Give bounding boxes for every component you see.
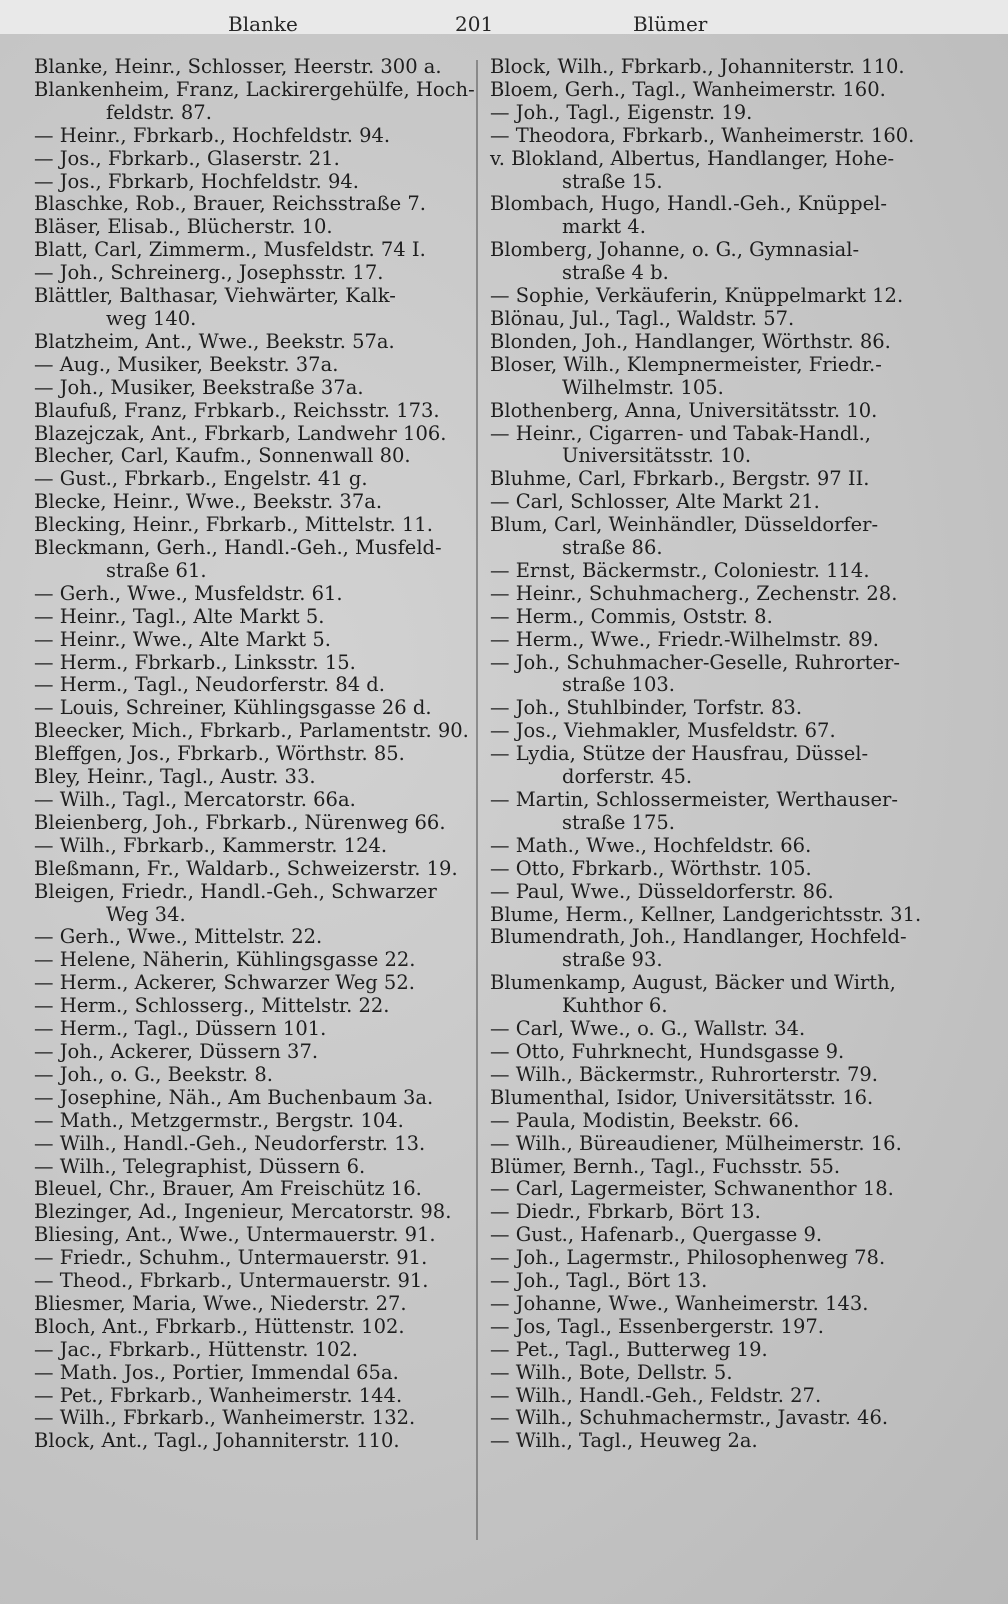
directory-entry: Blonden, Joh., Handlanger, Wörthstr. 86.: [490, 329, 891, 353]
directory-entry: Blombach, Hugo, Handl.-Geh., Knüppel-: [490, 192, 887, 216]
directory-entry: — Aug., Musiker, Beekstr. 37a.: [34, 352, 339, 376]
directory-entry: Blümer, Bernh., Tagl., Fuchsstr. 55.: [490, 1154, 841, 1178]
directory-entry: — Jos., Fbrkarb., Glaserstr. 21.: [34, 146, 340, 170]
directory-entry: Bluhme, Carl, Fbrkarb., Bergstr. 97 II.: [490, 467, 870, 491]
directory-entry: — Theod., Fbrkarb., Untermauerstr. 91.: [34, 1269, 429, 1293]
directory-entry: Blumenthal, Isidor, Universitätsstr. 16.: [490, 1085, 874, 1109]
directory-entry: — Pet., Fbrkarb., Wanheimerstr. 144.: [34, 1383, 403, 1407]
directory-entry: Block, Ant., Tagl., Johanniterstr. 110.: [34, 1429, 400, 1453]
directory-entry: — Wilh., Büreaudiener, Mülheimerstr. 16.: [490, 1131, 902, 1155]
directory-entry: Bloch, Ant., Fbrkarb., Hüttenstr. 102.: [34, 1314, 405, 1338]
directory-entry: — Heinr., Fbrkarb., Hochfeldstr. 94.: [34, 123, 391, 147]
directory-entry: — Jos, Tagl., Essenbergerstr. 197.: [490, 1314, 824, 1338]
directory-entry: v. Blokland, Albertus, Handlanger, Hohe-: [490, 146, 895, 170]
directory-entry: — Joh., Tagl., Eigenstr. 19.: [490, 100, 753, 124]
running-head-right: Blümer: [633, 12, 708, 36]
directory-entry: — Jac., Fbrkarb., Hüttenstr. 102.: [34, 1337, 359, 1361]
directory-entry: — Ernst, Bäckermstr., Coloniestr. 114.: [490, 558, 870, 582]
directory-entry: — Joh., Schuhmacher-Geselle, Ruhrorter-: [490, 650, 900, 674]
directory-entry: Blum, Carl, Weinhändler, Düsseldorfer-: [490, 513, 879, 537]
directory-entry: — Heinr., Wwe., Alte Markt 5.: [34, 627, 331, 651]
page-number: 201: [455, 12, 494, 36]
directory-entry: — Joh., o. G., Beekstr. 8.: [34, 1062, 273, 1086]
directory-entry: — Herm., Commis, Oststr. 8.: [490, 604, 773, 628]
directory-entry: Bleigen, Friedr., Handl.-Geh., Schwarzer: [34, 879, 437, 903]
page-header: [0, 12, 1008, 44]
entry-continuation: straße 175.: [562, 810, 675, 834]
directory-entry: Bläser, Elisab., Blücherstr. 10.: [34, 215, 333, 239]
directory-entry: Blankenheim, Franz, Lackirergehülfe, Hoch-: [34, 77, 475, 101]
entry-continuation: straße 15.: [562, 169, 663, 193]
directory-entry: Bloem, Gerh., Tagl., Wanheimerstr. 160.: [490, 77, 886, 101]
entry-continuation: straße 61.: [106, 558, 207, 582]
directory-entry: — Herm., Ackerer, Schwarzer Weg 52.: [34, 971, 415, 995]
directory-entry: — Jos., Fbrkarb, Hochfeldstr. 94.: [34, 169, 359, 193]
directory-entry: — Wilh., Handl.-Geh., Feldstr. 27.: [490, 1383, 822, 1407]
directory-entry: — Gust., Hafenarb., Quergasse 9.: [490, 1223, 823, 1247]
entry-continuation: Kuhthor 6.: [562, 994, 668, 1018]
entry-continuation: straße 103.: [562, 673, 675, 697]
directory-entry: — Math., Metzgermstr., Bergstr. 104.: [34, 1108, 404, 1132]
directory-entry: — Theodora, Fbrkarb., Wanheimerstr. 160.: [490, 123, 915, 147]
directory-entry: — Diedr., Fbrkarb, Bört 13.: [490, 1200, 761, 1224]
directory-entry: Blezinger, Ad., Ingenieur, Mercatorstr. 98.: [34, 1200, 452, 1224]
entry-continuation: markt 4.: [562, 215, 646, 239]
directory-entry: — Josephine, Näh., Am Buchenbaum 3a.: [34, 1085, 434, 1109]
directory-entry: Blanke, Heinr., Schlosser, Heerstr. 300 a.: [34, 55, 442, 78]
directory-entry: Blume, Herm., Kellner, Landgerichtsstr. 31.: [490, 902, 922, 926]
directory-entry: Blecher, Carl, Kaufm., Sonnenwall 80.: [34, 444, 411, 468]
directory-entry: — Wilh., Bote, Dellstr. 5.: [490, 1360, 733, 1384]
directory-entry: Blothenberg, Anna, Universitätsstr. 10.: [490, 398, 878, 422]
directory-entry: — Herm., Wwe., Friedr.-Wilhelmstr. 89.: [490, 627, 879, 651]
directory-entry: — Helene, Näherin, Kühlingsgasse 22.: [34, 948, 416, 972]
directory-entry: Bleecker, Mich., Fbrkarb., Parlamentstr. 90.: [34, 719, 469, 743]
directory-entry: Bley, Heinr., Tagl., Austr. 33.: [34, 765, 316, 789]
directory-entry: — Jos., Viehmakler, Musfeldstr. 67.: [490, 719, 836, 743]
directory-entry: — Wilh., Bäckermstr., Ruhrorterstr. 79.: [490, 1062, 879, 1086]
directory-entry: — Gerh., Wwe., Musfeldstr. 61.: [34, 581, 343, 605]
directory-entry: Block, Wilh., Fbrkarb., Johanniterstr. 110.: [490, 55, 905, 78]
directory-entry: — Wilh., Tagl., Heuweg 2a.: [490, 1429, 758, 1453]
directory-entry: Bloser, Wilh., Klempnermeister, Friedr.-: [490, 352, 882, 376]
directory-entry: Bleuel, Chr., Brauer, Am Freischütz 16.: [34, 1177, 422, 1201]
directory-entry: Bleßmann, Fr., Waldarb., Schweizerstr. 19.: [34, 856, 458, 880]
running-head-left: Blanke: [228, 12, 298, 36]
directory-entry: — Heinr., Cigarren- und Tabak-Handl.,: [490, 421, 872, 445]
entry-continuation: Weg 34.: [106, 902, 186, 926]
directory-entry: Blaufuß, Franz, Frbkarb., Reichsstr. 173.: [34, 398, 440, 422]
directory-entry: — Joh., Musiker, Beekstraße 37a.: [34, 375, 364, 399]
directory-entry: Bleienberg, Joh., Fbrkarb., Nürenweg 66.: [34, 810, 446, 834]
directory-entry: — Wilh., Fbrkarb., Kammerstr. 124.: [34, 833, 388, 857]
directory-entry: Blomberg, Johanne, o. G., Gymnasial-: [490, 238, 860, 262]
directory-entry: Blumenkamp, August, Bäcker und Wirth,: [490, 971, 896, 995]
entry-continuation: dorferstr. 45.: [562, 765, 693, 789]
directory-entry: — Herm., Fbrkarb., Linksstr. 15.: [34, 650, 356, 674]
directory-entry: — Herm., Tagl., Düssern 101.: [34, 1017, 327, 1041]
entry-continuation: straße 93.: [562, 948, 663, 972]
directory-entry: — Wilh., Telegraphist, Düssern 6.: [34, 1154, 366, 1178]
directory-entry: Blättler, Balthasar, Viehwärter, Kalk-: [34, 284, 396, 308]
directory-entry: — Joh., Schreinerg., Josephsstr. 17.: [34, 261, 384, 285]
directory-entry: — Johanne, Wwe., Wanheimerstr. 143.: [490, 1291, 869, 1315]
directory-entry: — Carl, Lagermeister, Schwanenthor 18.: [490, 1177, 894, 1201]
directory-entry: — Wilh., Tagl., Mercatorstr. 66a.: [34, 788, 356, 811]
directory-entry: — Math. Jos., Portier, Immendal 65a.: [34, 1360, 399, 1384]
entry-continuation: weg 140.: [106, 306, 197, 330]
directory-entry: Blatt, Carl, Zimmerm., Musfeldstr. 74 I.: [34, 238, 426, 262]
directory-entry: Blaschke, Rob., Brauer, Reichsstraße 7.: [34, 192, 426, 216]
directory-entry: — Joh., Tagl., Bört 13.: [490, 1269, 708, 1293]
directory-entry: — Wilh., Schuhmachermstr., Javastr. 46.: [490, 1406, 889, 1430]
directory-entry: Bleckmann, Gerh., Handl.-Geh., Musfeld-: [34, 536, 442, 560]
left-column: [34, 55, 475, 1453]
directory-entry: Blecke, Heinr., Wwe., Beekstr. 37a.: [34, 490, 383, 514]
directory-entry: — Wilh., Handl.-Geh., Neudorferstr. 13.: [34, 1131, 426, 1155]
entry-continuation: straße 86.: [562, 536, 663, 560]
directory-entry: — Heinr., Schuhmacherg., Zechenstr. 28.: [490, 581, 898, 605]
directory-entry: — Math., Wwe., Hochfeldstr. 66.: [490, 833, 812, 857]
directory-entry: — Gerh., Wwe., Mittelstr. 22.: [34, 925, 323, 949]
entry-continuation: straße 4 b.: [562, 261, 669, 285]
directory-entry: — Carl, Wwe., o. G., Wallstr. 34.: [490, 1017, 806, 1041]
directory-entry: Blumendrath, Joh., Handlanger, Hochfeld-: [490, 925, 907, 949]
entry-continuation: Universitätsstr. 10.: [562, 444, 752, 468]
directory-entry: Blazejczak, Ant., Fbrkarb, Landwehr 106.: [34, 421, 447, 445]
directory-entry: — Lydia, Stütze der Hausfrau, Düssel-: [490, 742, 869, 766]
directory-entry: — Paula, Modistin, Beekstr. 66.: [490, 1108, 800, 1132]
directory-entry: Bleffgen, Jos., Fbrkarb., Wörthstr. 85.: [34, 742, 405, 766]
directory-entry: — Herm., Schlosserg., Mittelstr. 22.: [34, 994, 390, 1018]
directory-entry: — Heinr., Tagl., Alte Markt 5.: [34, 604, 325, 628]
directory-entry: — Gust., Fbrkarb., Engelstr. 41 g.: [34, 467, 368, 491]
entry-continuation: Wilhelmstr. 105.: [562, 375, 724, 399]
directory-entry: — Paul, Wwe., Düsseldorferstr. 86.: [490, 879, 834, 903]
directory-entry: — Joh., Ackerer, Düssern 37.: [34, 1039, 319, 1063]
column-divider: [476, 60, 478, 1540]
directory-entry: Blatzheim, Ant., Wwe., Beekstr. 57a.: [34, 329, 395, 353]
directory-entry: Blönau, Jul., Tagl., Waldstr. 57.: [490, 306, 795, 330]
right-column: [490, 56, 920, 1453]
directory-entry: Blecking, Heinr., Fbrkarb., Mittelstr. 11.: [34, 513, 433, 537]
directory-entry: Bliesmer, Maria, Wwe., Niederstr. 27.: [34, 1291, 407, 1315]
directory-entry: — Martin, Schlossermeister, Werthauser-: [490, 788, 898, 811]
entry-continuation: feldstr. 87.: [106, 100, 212, 124]
directory-entry: — Otto, Fuhrknecht, Hundsgasse 9.: [490, 1039, 845, 1063]
directory-entry: — Louis, Schreiner, Kühlingsgasse 26 d.: [34, 696, 432, 720]
directory-entry: — Joh., Stuhlbinder, Torfstr. 83.: [490, 696, 803, 720]
directory-entry: — Herm., Tagl., Neudorferstr. 84 d.: [34, 673, 385, 697]
directory-entry: — Wilh., Fbrkarb., Wanheimerstr. 132.: [34, 1406, 416, 1430]
directory-entry: — Friedr., Schuhm., Untermauerstr. 91.: [34, 1246, 428, 1270]
directory-entry: — Carl, Schlosser, Alte Markt 21.: [490, 490, 820, 514]
directory-entry: Bliesing, Ant., Wwe., Untermauerstr. 91.: [34, 1223, 436, 1247]
directory-entry: — Pet., Tagl., Butterweg 19.: [490, 1337, 768, 1361]
directory-entry: — Sophie, Verkäuferin, Knüppelmarkt 12.: [490, 284, 904, 308]
directory-entry: — Otto, Fbrkarb., Wörthstr. 105.: [490, 856, 812, 880]
directory-entry: — Joh., Lagermstr., Philosophenweg 78.: [490, 1246, 886, 1270]
